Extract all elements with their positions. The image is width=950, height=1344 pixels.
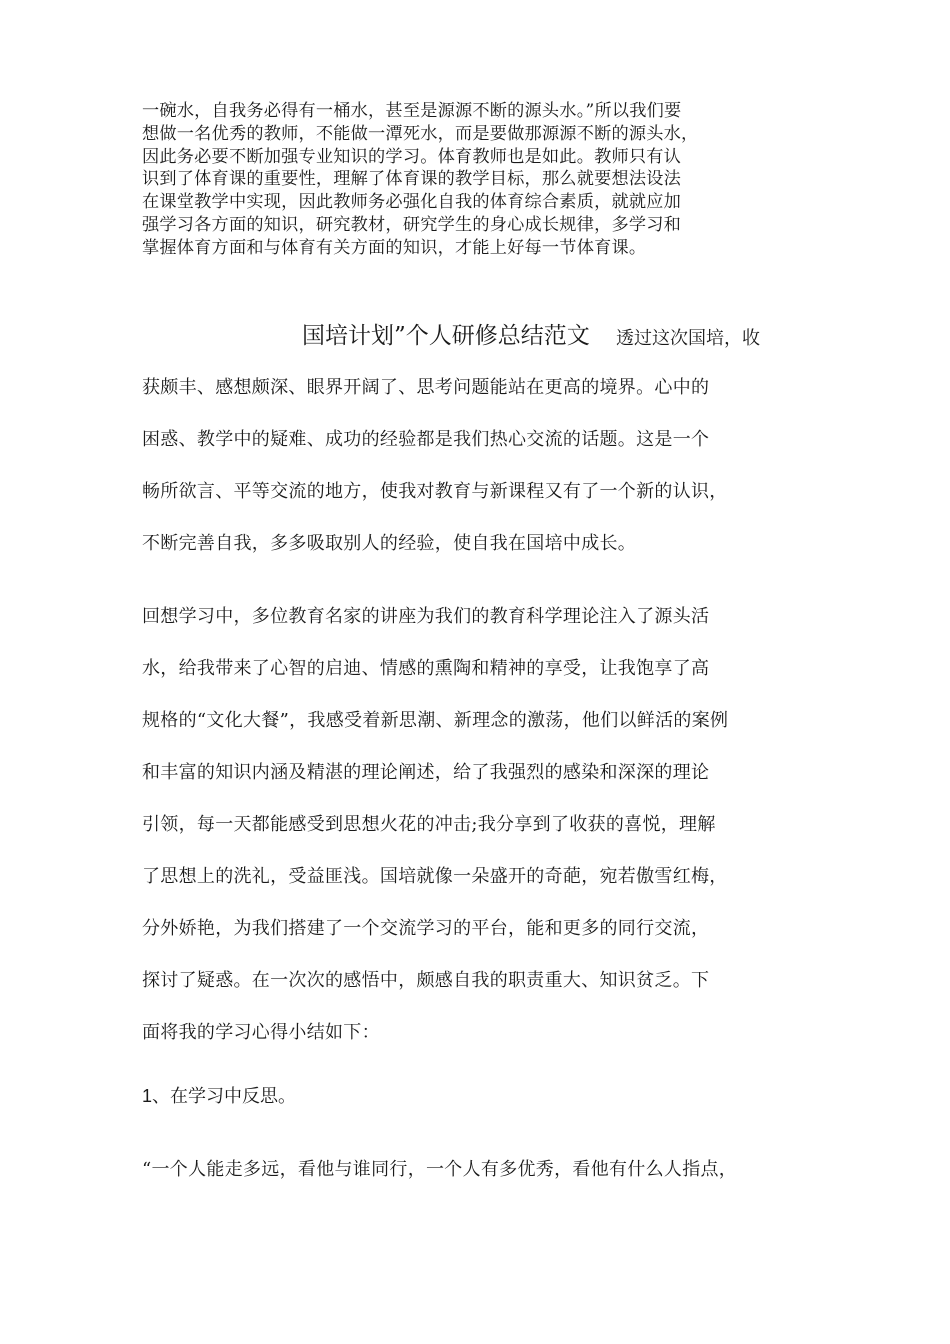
heading-tail-text: 透过这次国培，收 (616, 328, 760, 349)
heading-title: 国培计划”个人研修总结范文 (302, 323, 590, 349)
paragraph-line: 规格的“文化大餐”，我感受着新思潮、新理念的激荡，他们以鲜活的案例 (142, 710, 729, 731)
paragraph-line: 分外娇艳，为我们搭建了一个交流学习的平台，能和更多的同行交流， (142, 918, 710, 939)
paragraph-harvest (142, 374, 832, 582)
paragraph-line: 面将我的学习心得小结如下： (142, 1022, 380, 1043)
intro-line: 想做一名优秀的教师，不能做一潭死水，而是要做那源源不断的源头水， (142, 123, 699, 144)
paragraph-line: 畅所欲言、平等交流的地方，使我对教育与新课程又有了一个新的认识， (142, 481, 728, 502)
quote-line: “一个人能走多远，看他与谁同行，一个人有多优秀，看他有什么人指点， (142, 1159, 738, 1180)
list-item-text: 、在学习中反思。 (152, 1086, 297, 1107)
section-heading (142, 318, 832, 358)
paragraph-line: 回想学习中，多位教育名家的讲座为我们的教育科学理论注入了源头活 (142, 606, 710, 627)
paragraph-line: 水，给我带来了心智的启迪、情感的熏陶和精神的享受，让我饱享了高 (142, 658, 710, 679)
list-item-number: 1 (142, 1086, 153, 1106)
paragraph-line: 和丰富的知识内涵及精湛的理论阐述，给了我强烈的感染和深深的理论 (142, 762, 710, 783)
intro-line: 强学习各方面的知识，研究教材，研究学生的身心成长规律，多学习和 (142, 214, 682, 235)
list-item-reflection (142, 1082, 296, 1111)
paragraph-line: 探讨了疑惑。在一次次的感悟中，颇感自我的职责重大、知识贫乏。下 (142, 970, 710, 991)
intro-line: 识到了体育课的重要性，理解了体育课的教学目标，那么就要想法设法 (142, 169, 682, 190)
paragraph-line: 困惑、教学中的疑难、成功的经验都是我们热心交流的话题。这是一个 (142, 429, 710, 450)
paragraph-line: 获颇丰、感想颇深、眼界开阔了、思考问题能站在更高的境界。心中的 (142, 377, 710, 398)
intro-line: 一碗水，自我务必得有一桶水，甚至是源源不断的源头水。”所以我们要 (142, 101, 682, 121)
paragraph-line: 不断完善自我，多多吸取别人的经验，使自我在国培中成长。 (142, 533, 637, 554)
paragraph-recall (142, 603, 832, 1071)
intro-paragraph (142, 100, 822, 260)
intro-line: 因此务必要不断加强专业知识的学习。体育教师也是如此。教师只有认 (142, 146, 682, 167)
paragraph-line: 了思想上的洗礼，受益匪浅。国培就像一朵盛开的奇葩，宛若傲雪红梅， (142, 866, 728, 887)
intro-line: 掌握体育方面和与体育有关方面的知识，才能上好每一节体育课。 (142, 237, 647, 258)
intro-line: 在课堂教学中实现，因此教师务必强化自我的体育综合素质，就就应加 (142, 192, 682, 213)
paragraph-line: 引领，每一天都能感受到思想火花的冲击;我分享到了收获的喜悦，理解 (142, 814, 716, 835)
